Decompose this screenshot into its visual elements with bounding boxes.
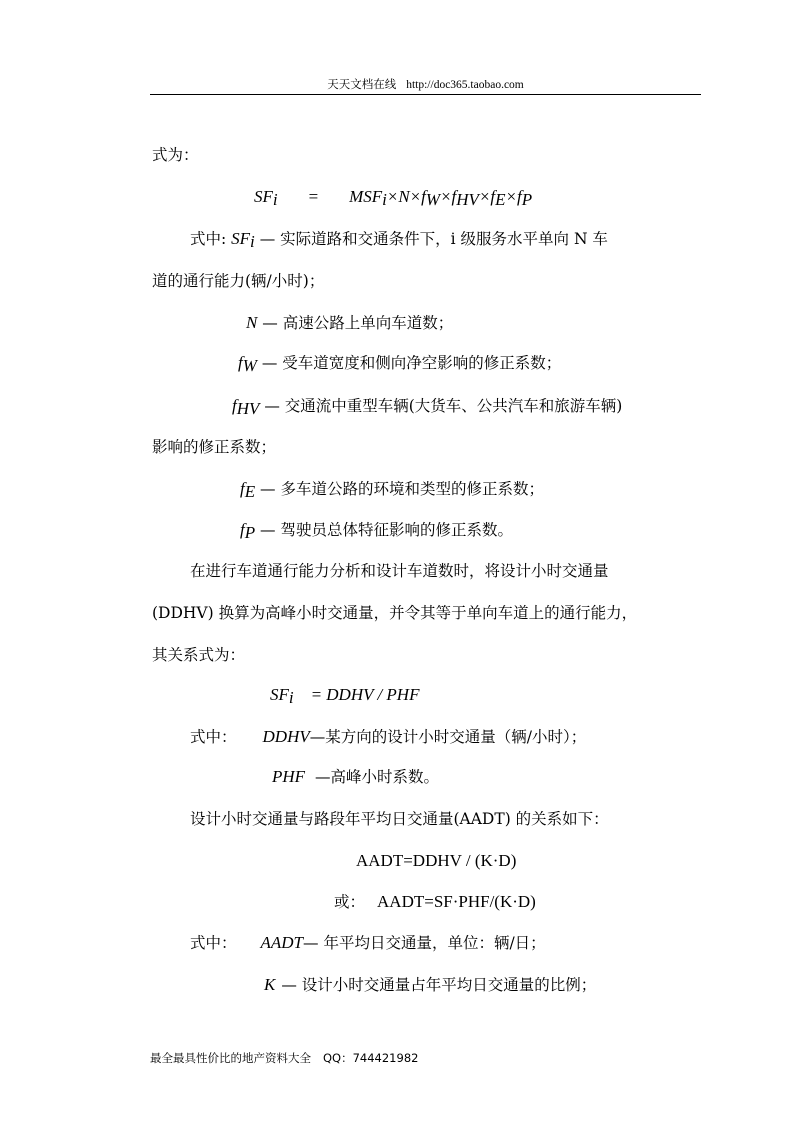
f2-lhs: SF xyxy=(270,685,289,704)
def3-aadt-sym: AADT xyxy=(260,933,304,952)
footer-qq: QQ：744421982 xyxy=(323,1051,419,1065)
def2-intro: 式中： xyxy=(190,728,237,746)
def-sf-text2: 道的通行能力(辆/小时)； xyxy=(152,272,325,290)
def3-aadt-text: — 年平均日交通量，单位：辆/日； xyxy=(303,934,546,952)
def-fhv-text2: 影响的修正系数； xyxy=(152,438,277,456)
def-sf-text: — 实际道路和交通条件下，i 级服务水平单向 N 车 xyxy=(254,230,608,248)
def-sf-sym: SF xyxy=(231,229,251,248)
f1-eq: = xyxy=(308,187,319,206)
formula-aadt-1 xyxy=(356,850,516,872)
def-fw-sub: W xyxy=(242,356,257,375)
def-fw-text: — 受车道宽度和侧向净空影响的修正系数； xyxy=(256,354,562,372)
def-fe-text: — 多车道公路的环境和类型的修正系数； xyxy=(255,480,544,498)
para2-line2 xyxy=(152,602,637,624)
para2-text1: 在进行车道通行能力分析和设计车道数时，将设计小时交通量 xyxy=(190,562,609,580)
def-fp-sym: f xyxy=(240,520,245,539)
f2-rhs: = DDHV / PHF xyxy=(310,685,420,704)
def-sf-line2 xyxy=(152,270,324,292)
def2-ddhv-sym: DDHV xyxy=(262,727,310,746)
def2-phf-text: —高峰小时系数。 xyxy=(315,768,440,786)
f1-rhs-c-sub: HV xyxy=(456,190,479,209)
f1-lhs-sub: i xyxy=(272,190,278,209)
f2-lhs-sub: i xyxy=(288,688,294,707)
f1-rhs-e-sub: P xyxy=(521,190,533,209)
f4-text: AADT=SF·PHF/(K·D) xyxy=(377,892,536,911)
def-fp-text: — 驾驶员总体特征影响的修正系数。 xyxy=(255,521,513,539)
def-fp-sub: P xyxy=(244,523,256,542)
def2-ddhv-line xyxy=(190,726,586,748)
page-header xyxy=(150,76,701,95)
def3-k-line xyxy=(264,974,596,996)
footer-text: 最全最具性价比的地产资料大全 xyxy=(150,1051,311,1065)
para3-text: 设计小时交通量与路段年平均日交通量(AADT) 的关系如下： xyxy=(190,810,609,828)
intro-text: 式为： xyxy=(152,146,199,164)
f1-lhs: SF xyxy=(254,187,273,206)
def-sf-line1 xyxy=(190,228,608,250)
def-fe-line xyxy=(240,478,544,500)
page-footer xyxy=(150,1050,418,1066)
header-url: http://doc365.taobao.com xyxy=(406,79,524,91)
def-fe-sub: E xyxy=(244,482,256,501)
f1-rhs-c: ×f xyxy=(440,187,457,206)
def-fhv-text: — 交通流中重型车辆(大货车、公共汽车和旅游车辆) xyxy=(259,397,623,415)
f1-rhs-d: ×f xyxy=(478,187,496,206)
def-fw-line xyxy=(238,352,561,374)
f1-rhs-e: ×f xyxy=(505,187,522,206)
def-fhv-line2 xyxy=(152,436,276,458)
def3-k-text: — 设计小时交通量占年平均日交通量的比例； xyxy=(281,976,597,994)
f1-rhs-a-sub: i xyxy=(382,190,387,209)
f1-rhs-a: MSF xyxy=(349,187,383,206)
def3-k-sym: K xyxy=(264,975,276,994)
f1-rhs-b-sub: W xyxy=(425,190,441,209)
def2-phf-sym: PHF xyxy=(272,767,306,786)
def3-intro: 式中： xyxy=(190,934,237,952)
def-n-line xyxy=(246,312,453,334)
formula-sf xyxy=(254,186,532,208)
para2-line1 xyxy=(190,560,609,582)
para2-text3: 其关系式为： xyxy=(152,646,246,664)
def-n-text: — 高速公路上单向车道数； xyxy=(257,314,454,332)
def-fhv-sub: HV xyxy=(236,399,260,418)
def-fhv-sym: f xyxy=(232,396,237,415)
para2-text2: (DDHV) 换算为高峰小时交通量，并令其等于单向车道上的通行能力， xyxy=(152,604,638,622)
para2-line3 xyxy=(152,644,245,666)
f1-rhs-b: ×N×f xyxy=(386,187,426,206)
def3-aadt-line xyxy=(190,932,546,954)
def2-ddhv-text: —某方向的设计小时交通量（辆/小时）； xyxy=(309,728,587,746)
intro-line xyxy=(152,144,199,166)
def-fw-sym: f xyxy=(238,353,243,372)
para3-line xyxy=(190,808,609,830)
f3-text: AADT=DDHV / (K·D) xyxy=(356,851,517,870)
formula-sf-ddhv xyxy=(270,684,419,706)
def-fe-sym: f xyxy=(240,479,245,498)
def-sf-sub: i xyxy=(250,232,255,251)
def-fp-line xyxy=(240,519,513,541)
def-intro: 式中: xyxy=(190,230,232,248)
def-n-sym: N xyxy=(246,313,258,332)
f4-prefix: 或： xyxy=(334,893,366,911)
f1-rhs-d-sub: E xyxy=(495,190,506,209)
header-site: 天天文档在线 xyxy=(327,77,397,91)
formula-aadt-2 xyxy=(334,891,536,913)
def-fhv-line1 xyxy=(232,395,622,417)
def2-phf-line xyxy=(272,766,439,788)
